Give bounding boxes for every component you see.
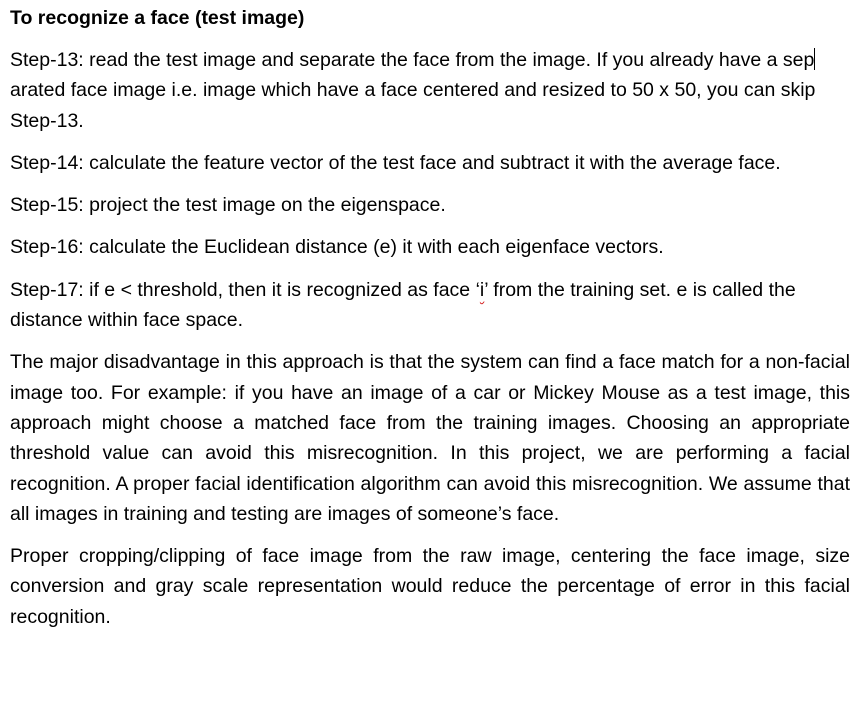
- step-15-paragraph: Step-15: project the test image on the eigenspace.: [10, 194, 446, 217]
- document-body[interactable]: [10, 0, 850, 644]
- step-13-text-start: Step-13: read the test image and separate the face from the image. If you already have a sep: [10, 49, 815, 71]
- disadvantage-paragraph: The major disadvantage in this approach is that the system can find a face match for a non-facial image too. For example: if you have an image of a car or Mickey Mouse as a test image, this approach might choose a matched face from the training images. Choosing an appropriate threshold value can avoid this misrecognition. In this project, we are performing a facial recognition. A proper facial identification algorithm can avoid this misrecognition. We assume that all images in training and testing are images of someone’s face.: [10, 351, 850, 525]
- step-16-paragraph: Step-16: calculate the Euclidean distance (e) it with each eigenface vectors.: [10, 236, 664, 259]
- step-17-text-end: ’ from the training set. e is called the distance within face space.: [10, 278, 796, 332]
- step-13-paragraph: [10, 45, 850, 136]
- spelling-flagged-word[interactable]: i: [479, 278, 485, 301]
- text-cursor: [814, 48, 815, 70]
- section-heading: To recognize a face (test image): [10, 7, 305, 29]
- step-14-paragraph: Step-14: calculate the feature vector of the test face and subtract it with the average face.: [10, 151, 781, 174]
- step-17-paragraph: [10, 275, 850, 336]
- cropping-paragraph: Proper cropping/clipping of face image from the raw image, centering the face image, size conversion and gray scale representation would reduce the percentage of error in this facial recognition.: [10, 545, 850, 628]
- step-17-text-start: Step-17: if e < threshold, then it is recognized as face ‘: [10, 278, 480, 301]
- step-13-text-end: arated face image i.e. image which have a face centered and resized to 50 x 50, you can skip Step-13.: [10, 79, 816, 132]
